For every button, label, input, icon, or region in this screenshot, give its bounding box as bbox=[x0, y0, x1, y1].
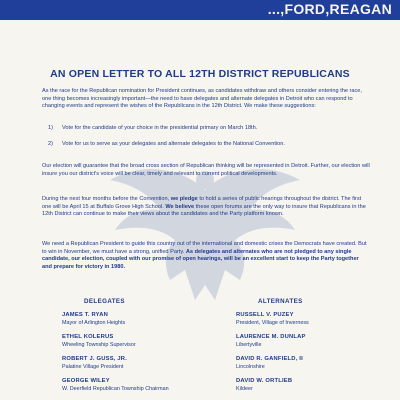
delegate-name: ROBERT J. GUSS, JR. bbox=[62, 356, 128, 362]
delegate-entry bbox=[62, 334, 136, 349]
delegate-role: Wheeling Township Supervisor bbox=[62, 341, 136, 348]
delegate-name: GEORGE WILEY bbox=[62, 378, 110, 384]
header-banner bbox=[0, 0, 400, 20]
alternate-name: RUSSELL V. PUZEY bbox=[236, 312, 294, 318]
delegate-entry bbox=[62, 356, 127, 371]
alternate-entry bbox=[236, 334, 306, 349]
alternate-role: Lincolnshire bbox=[236, 363, 265, 370]
delegates-heading: DELEGATES bbox=[84, 298, 125, 305]
suggestion-text: Vote for the candidate of your choice in the presidential primary on March 18th. bbox=[62, 125, 258, 131]
delegate-role: Palatine Village President bbox=[62, 363, 124, 370]
alternate-name: DAVID W. ORTLIEB bbox=[236, 378, 293, 384]
suggestion-item bbox=[48, 141, 368, 149]
header-candidates: ...,FORD,REAGAN bbox=[267, 1, 392, 17]
suggestion-number: 1) bbox=[48, 125, 53, 131]
intro-paragraph: As the race for the Republican nomination for President continues, as candidates withdraw and others consider entering the race, one thing becomes increasingly important—the need to have delegates and alternate delegates in Detroit who can respond to changing events and represent the wishes of the Republicans in the 12th District. We make these suggestions: bbox=[42, 88, 362, 109]
hearings-tail: these open forums are the only way to insure that Republicans in the 12th District can continue to make their views about the candidates and the Party platform known. bbox=[42, 203, 366, 217]
alternates-heading: ALTERNATES bbox=[258, 298, 303, 305]
hearings-mid: to hold a series of public hearings throughout the district. The first one will be April 15 at Buffalo Grove High School. bbox=[42, 196, 362, 210]
letter-title: AN OPEN LETTER TO ALL 12TH DISTRICT REPUBLICANS bbox=[50, 68, 350, 80]
alternate-name: LAURENCE M. DUNLAP bbox=[236, 334, 306, 340]
hearings-paragraph bbox=[42, 196, 370, 219]
delegate-entry bbox=[62, 312, 125, 327]
suggestion-item bbox=[48, 125, 368, 133]
alternate-entry bbox=[236, 356, 303, 371]
closing-bold: As delegates and alternates who are not pledged to any single candidate, our election, coupled with our promise of open hearings, will be an excellent start to keep the Party together and prepare for victory in 1980. bbox=[42, 248, 359, 270]
alternate-entry bbox=[236, 312, 309, 327]
closing-paragraph bbox=[42, 241, 370, 271]
alternate-entry bbox=[236, 378, 292, 393]
delegate-role: W. Deerfield Republican Township Chairman bbox=[62, 385, 169, 392]
election-paragraph: Our election will guarantee that the broad cross section of Republican thinking will be represented in Detroit. Further, our election will insure you our district's voice will be clear, timely and relevant to current political developments. bbox=[42, 163, 370, 177]
delegate-name: JAMES T. RYAN bbox=[62, 312, 108, 318]
alternate-role: Libertyville bbox=[236, 341, 262, 348]
alternate-name: DAVID R. GANFIELD, II bbox=[236, 356, 303, 362]
hearings-lead: During the next four months before the Convention, bbox=[42, 196, 171, 202]
hearings-pledge: we pledge bbox=[170, 196, 198, 202]
suggestion-number: 2) bbox=[48, 141, 53, 147]
delegate-entry bbox=[62, 378, 169, 393]
delegate-name: ETHEL KOLERUS bbox=[62, 334, 114, 340]
delegate-role: Mayor of Arlington Heights bbox=[62, 319, 126, 326]
hearings-believe: We believe bbox=[165, 203, 195, 210]
alternate-role: President, Village of Inverness bbox=[236, 319, 309, 326]
closing-lead: We need a Republican President to guide this country out of the international and domestic crises the Democrats have created. But to win in November, we must have a strong, unified Party. bbox=[42, 241, 367, 255]
alternate-role: Kildeer bbox=[236, 385, 253, 392]
suggestion-text: Vote for us to serve as your delegates and alternate delegates to the National Convention. bbox=[62, 141, 285, 147]
